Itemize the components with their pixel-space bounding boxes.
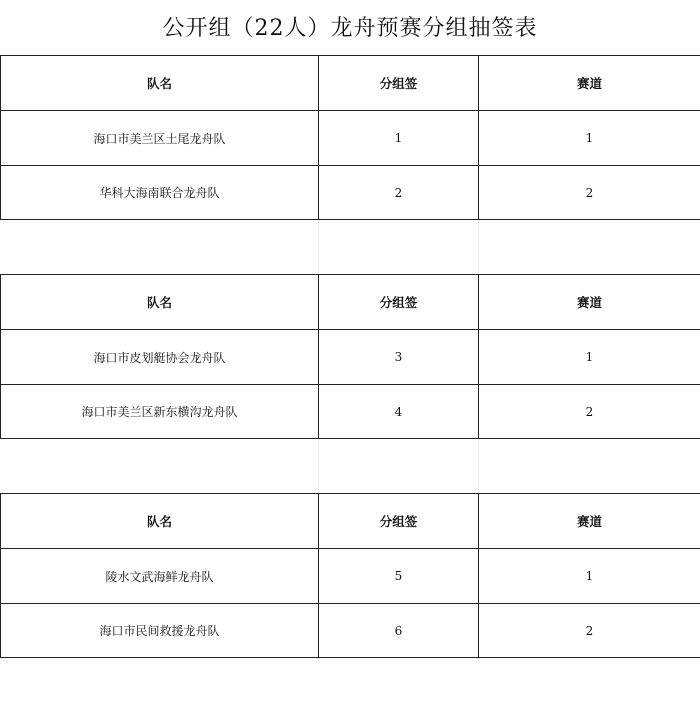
table-gap [0,439,700,493]
lane-number: 2 [479,166,700,220]
header-lane: 赛道 [479,275,700,330]
lane-number: 2 [479,385,700,439]
group-number: 4 [319,385,479,439]
table-row [1,111,700,166]
table-row [1,166,700,220]
team-name: 华科大海南联合龙舟队 [1,166,319,220]
header-team: 队名 [1,56,319,111]
header-lane: 赛道 [479,56,700,111]
header-team: 队名 [1,275,319,330]
team-name: 海口市皮划艇协会龙舟队 [1,330,319,385]
group-number: 3 [319,330,479,385]
lane-number: 1 [479,549,700,604]
team-name: 陵水文武海鲜龙舟队 [1,549,319,604]
lane-number: 1 [479,111,700,166]
group-number: 2 [319,166,479,220]
page-title: 公开组（22人）龙舟预赛分组抽签表 [162,16,538,41]
header-group: 分组签 [319,56,479,111]
header-row [1,494,700,549]
header-row [1,275,700,330]
header-lane: 赛道 [479,494,700,549]
table-row [1,330,700,385]
group-number: 5 [319,549,479,604]
table-gap [0,220,700,274]
group-number: 1 [319,111,479,166]
lane-number: 1 [479,330,700,385]
header-group: 分组签 [319,275,479,330]
draw-table-group-1 [0,55,700,220]
header-row [1,56,700,111]
header-group: 分组签 [319,494,479,549]
team-name: 海口市美兰区土尾龙舟队 [1,111,319,166]
group-number: 6 [319,604,479,658]
header-team: 队名 [1,494,319,549]
draw-table-group-2 [0,274,700,439]
table-row [1,385,700,439]
lane-number: 2 [479,604,700,658]
draw-table-group-3 [0,493,700,658]
team-name: 海口市美兰区新东横沟龙舟队 [1,385,319,439]
team-name: 海口市民间救援龙舟队 [1,604,319,658]
table-row [1,604,700,658]
table-row [1,549,700,604]
